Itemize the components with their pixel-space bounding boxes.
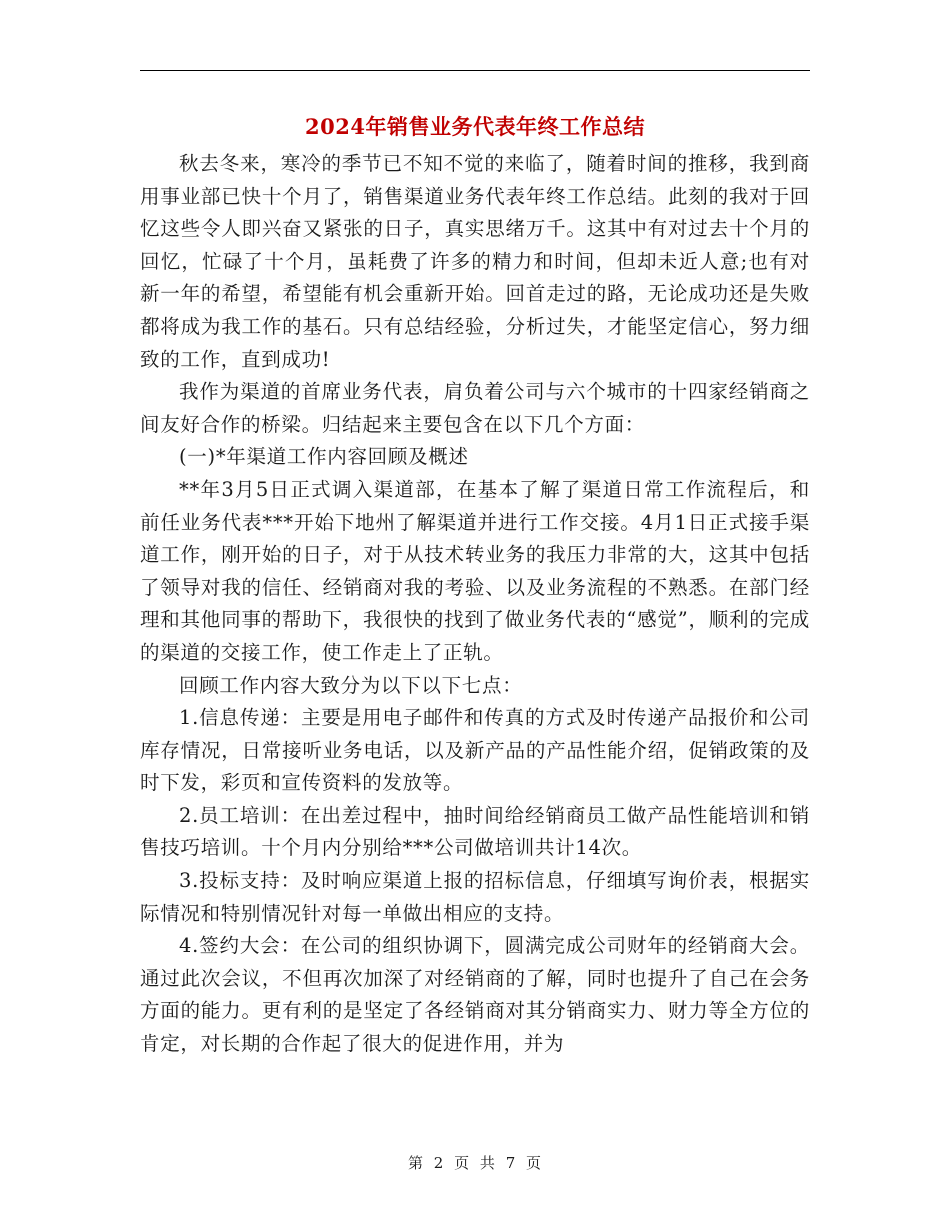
footer-current-page: 2 [433,1154,445,1172]
list-item-training: 2.员工培训：在出差过程中，抽时间给经销商员工做产品性能培训和销售技巧培训。十个月内分别给***公司做培训共计14次。 [140,803,810,860]
footer-total-prefix: 共 [479,1154,496,1172]
footer-suffix: 页 [526,1154,543,1172]
footer-prefix: 第 [407,1154,424,1172]
list-item-bidding: 3.投标支持：及时响应渠道上报的招标信息，仔细填写询价表，根据实际情况和特别情况针对每一单做出相应的支持。 [140,869,810,925]
footer-total-pages: 7 [505,1154,517,1172]
footer-page-word: 页 [454,1154,471,1172]
document-body [140,148,810,1061]
page-footer [0,1152,950,1173]
document-title: 2024年销售业务代表年终工作总结 [305,114,645,139]
paragraph-seven-points: 回顾工作内容大致分为以下以下七点： [179,673,523,697]
list-item-information: 1.信息传递：主要是用电子邮件和传真的方式及时传递产品报价和公司库存情况，日常接听业务电话，以及新产品的产品性能介绍，促销政策的及时下发，彩页和宣传资料的发放等。 [140,706,810,795]
list-item-signing: 4.签约大会：在公司的组织协调下，圆满完成公司财年的经销商大会。通过此次会议，不但再次加深了对经销商的了解，同时也提升了自己在会务方面的能力。更有利的是坚定了各经销商对其分销商实力、财力等全方位的肯定，对长期的合作起了很大的促进作用，并为 [140,934,810,1056]
header-rule [140,70,810,71]
paragraph-transfer: **年3月5日正式调入渠道部，在基本了解了渠道日常工作流程后，和前任业务代表***开始下地州了解渠道并进行工作交接。4月1日正式接手渠道工作，刚开始的日子，对于从技术转业务的我压力非常的大，这其中包括了领导对我的信任、经销商对我的考验、以及业务流程的不熟悉。在部门经理和其他同事的帮助下，我很快的找到了做业务代表的“感觉”，顺利的完成的渠道的交接工作，使工作走上了正轨。 [140,477,810,664]
section-heading-review: (一)*年渠道工作内容回顾及概述 [179,445,469,469]
paragraph-role: 我作为渠道的首席业务代表，肩负着公司与六个城市的十四家经销商之间友好合作的桥梁。归结起来主要包含在以下几个方面： [140,380,810,436]
paragraph-intro: 秋去冬来，寒冷的季节已不知不觉的来临了，随着时间的推移，我到商用事业部已快十个月了，销售渠道业务代表年终工作总结。此刻的我对于回忆这些令人即兴奋又紧张的日子，真实思绪万千。这其中有对过去十个月的回忆，忙碌了十个月，虽耗费了许多的精力和时间，但却未近人意;也有对新一年的希望，希望能有机会重新开始。回首走过的路，无论成功还是失败都将成为我工作的基石。只有总结经验，分析过失，才能坚定信心，努力细致的工作，直到成功! [140,152,810,371]
